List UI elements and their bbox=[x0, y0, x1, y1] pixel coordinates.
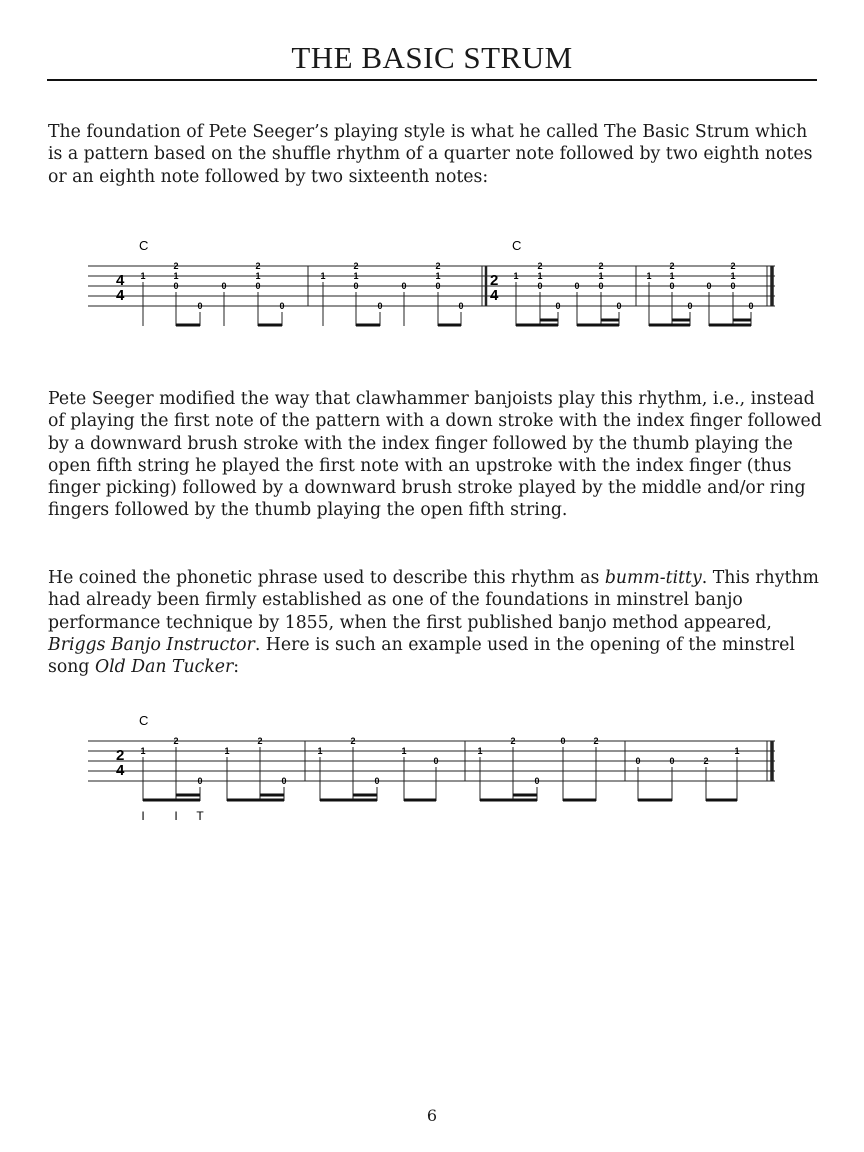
svg-text:0: 0 bbox=[197, 301, 203, 311]
svg-text:2: 2 bbox=[593, 736, 599, 746]
time-signature-top: 4 bbox=[116, 272, 125, 289]
svg-text:0: 0 bbox=[555, 301, 561, 311]
svg-text:2: 2 bbox=[173, 736, 179, 746]
svg-text:1: 1 bbox=[730, 271, 736, 281]
svg-text:1: 1 bbox=[140, 271, 146, 281]
svg-text:0: 0 bbox=[574, 281, 580, 291]
svg-text:0: 0 bbox=[616, 301, 622, 311]
beams bbox=[143, 795, 737, 800]
chord-label: C bbox=[512, 238, 522, 253]
fingering-label: T bbox=[196, 809, 204, 823]
svg-text:2: 2 bbox=[257, 736, 263, 746]
svg-text:2: 2 bbox=[510, 736, 516, 746]
note-stems bbox=[143, 282, 754, 326]
svg-text:0: 0 bbox=[534, 776, 540, 786]
svg-text:2: 2 bbox=[730, 261, 736, 271]
svg-text:0: 0 bbox=[374, 776, 380, 786]
page-number: 6 bbox=[426, 1106, 438, 1125]
svg-text:0: 0 bbox=[433, 756, 439, 766]
chord-label: C bbox=[139, 238, 149, 253]
svg-text:2: 2 bbox=[703, 756, 709, 766]
title-underline bbox=[47, 79, 817, 81]
svg-text:0: 0 bbox=[353, 281, 359, 291]
basic-strum-tablature bbox=[0, 230, 864, 340]
svg-text:0: 0 bbox=[687, 301, 693, 311]
svg-text:1: 1 bbox=[435, 271, 441, 281]
svg-text:0: 0 bbox=[458, 301, 464, 311]
time-signature-bottom: 4 bbox=[490, 287, 499, 304]
svg-text:0: 0 bbox=[669, 281, 675, 291]
fingering-label: I bbox=[174, 809, 178, 823]
time-signature-top: 2 bbox=[490, 272, 499, 289]
svg-text:0: 0 bbox=[706, 281, 712, 291]
svg-text:1: 1 bbox=[255, 271, 261, 281]
svg-text:2: 2 bbox=[435, 261, 441, 271]
svg-text:1: 1 bbox=[646, 271, 652, 281]
svg-text:1: 1 bbox=[598, 271, 604, 281]
svg-text:0: 0 bbox=[730, 281, 736, 291]
svg-text:2: 2 bbox=[353, 261, 359, 271]
technique-paragraph: Pete Seeger modified the way that clawhammer banjoists play this rhythm, i.e., instead of playing the first note of the pattern with a down stroke with the index finger followed by a downward brush stroke with the index finger followed by the thumb playing the open fifth string he played the first note with an upstroke with the index finger (thus finger picking) followed by a downward brush stroke played by the middle and/or ring fingers followed by the thumb playing the open fifth string. bbox=[48, 389, 822, 521]
svg-text:2: 2 bbox=[537, 261, 543, 271]
svg-text:1: 1 bbox=[669, 271, 675, 281]
svg-text:1: 1 bbox=[173, 271, 179, 281]
svg-text:0: 0 bbox=[598, 281, 604, 291]
svg-text:1: 1 bbox=[537, 271, 543, 281]
page-title: THE BASIC STRUM bbox=[291, 40, 573, 75]
svg-text:1: 1 bbox=[320, 271, 326, 281]
svg-text:0: 0 bbox=[377, 301, 383, 311]
svg-text:1: 1 bbox=[317, 746, 323, 756]
svg-text:0: 0 bbox=[435, 281, 441, 291]
svg-text:0: 0 bbox=[401, 281, 407, 291]
svg-text:2: 2 bbox=[255, 261, 261, 271]
svg-text:0: 0 bbox=[560, 736, 566, 746]
svg-text:1: 1 bbox=[401, 746, 407, 756]
svg-text:0: 0 bbox=[221, 281, 227, 291]
chord-label: C bbox=[139, 713, 149, 728]
intro-paragraph: The foundation of Pete Seeger’s playing style is what he called The Basic Strum which is a pattern based on the shuffle rhythm of a quarter note followed by two eighth notes or an eighth note followed by two sixteenth notes: bbox=[48, 122, 813, 187]
svg-text:2: 2 bbox=[669, 261, 675, 271]
beams bbox=[176, 320, 751, 325]
fingering-label: I bbox=[141, 809, 145, 823]
svg-text:0: 0 bbox=[279, 301, 285, 311]
svg-text:2: 2 bbox=[350, 736, 356, 746]
time-signature-bottom: 4 bbox=[116, 762, 125, 779]
old-dan-tucker-tablature bbox=[0, 705, 864, 830]
svg-text:0: 0 bbox=[669, 756, 675, 766]
svg-text:0: 0 bbox=[748, 301, 754, 311]
svg-text:0: 0 bbox=[173, 281, 179, 291]
svg-text:1: 1 bbox=[477, 746, 483, 756]
svg-text:0: 0 bbox=[255, 281, 261, 291]
svg-text:2: 2 bbox=[598, 261, 604, 271]
svg-text:1: 1 bbox=[224, 746, 230, 756]
svg-text:0: 0 bbox=[197, 776, 203, 786]
svg-text:0: 0 bbox=[635, 756, 641, 766]
svg-text:1: 1 bbox=[513, 271, 519, 281]
svg-text:0: 0 bbox=[537, 281, 543, 291]
time-signature-bottom: 4 bbox=[116, 287, 125, 304]
svg-text:1: 1 bbox=[353, 271, 359, 281]
svg-text:1: 1 bbox=[140, 746, 146, 756]
time-signature-top: 2 bbox=[116, 747, 125, 764]
bumm-titty-paragraph: He coined the phonetic phrase used to describe this rhythm as bumm-titty. This rhythm had already been firmly established as one of the foundations in minstrel banjo performance technique by 1855, when the first published banjo method appeared, Briggs Banjo Instructor. Here is such an example used in the opening of the minstrel song Old Dan Tucker: bbox=[48, 568, 819, 678]
svg-text:2: 2 bbox=[173, 261, 179, 271]
svg-text:0: 0 bbox=[281, 776, 287, 786]
svg-text:1: 1 bbox=[734, 746, 740, 756]
note-stems bbox=[143, 746, 740, 801]
